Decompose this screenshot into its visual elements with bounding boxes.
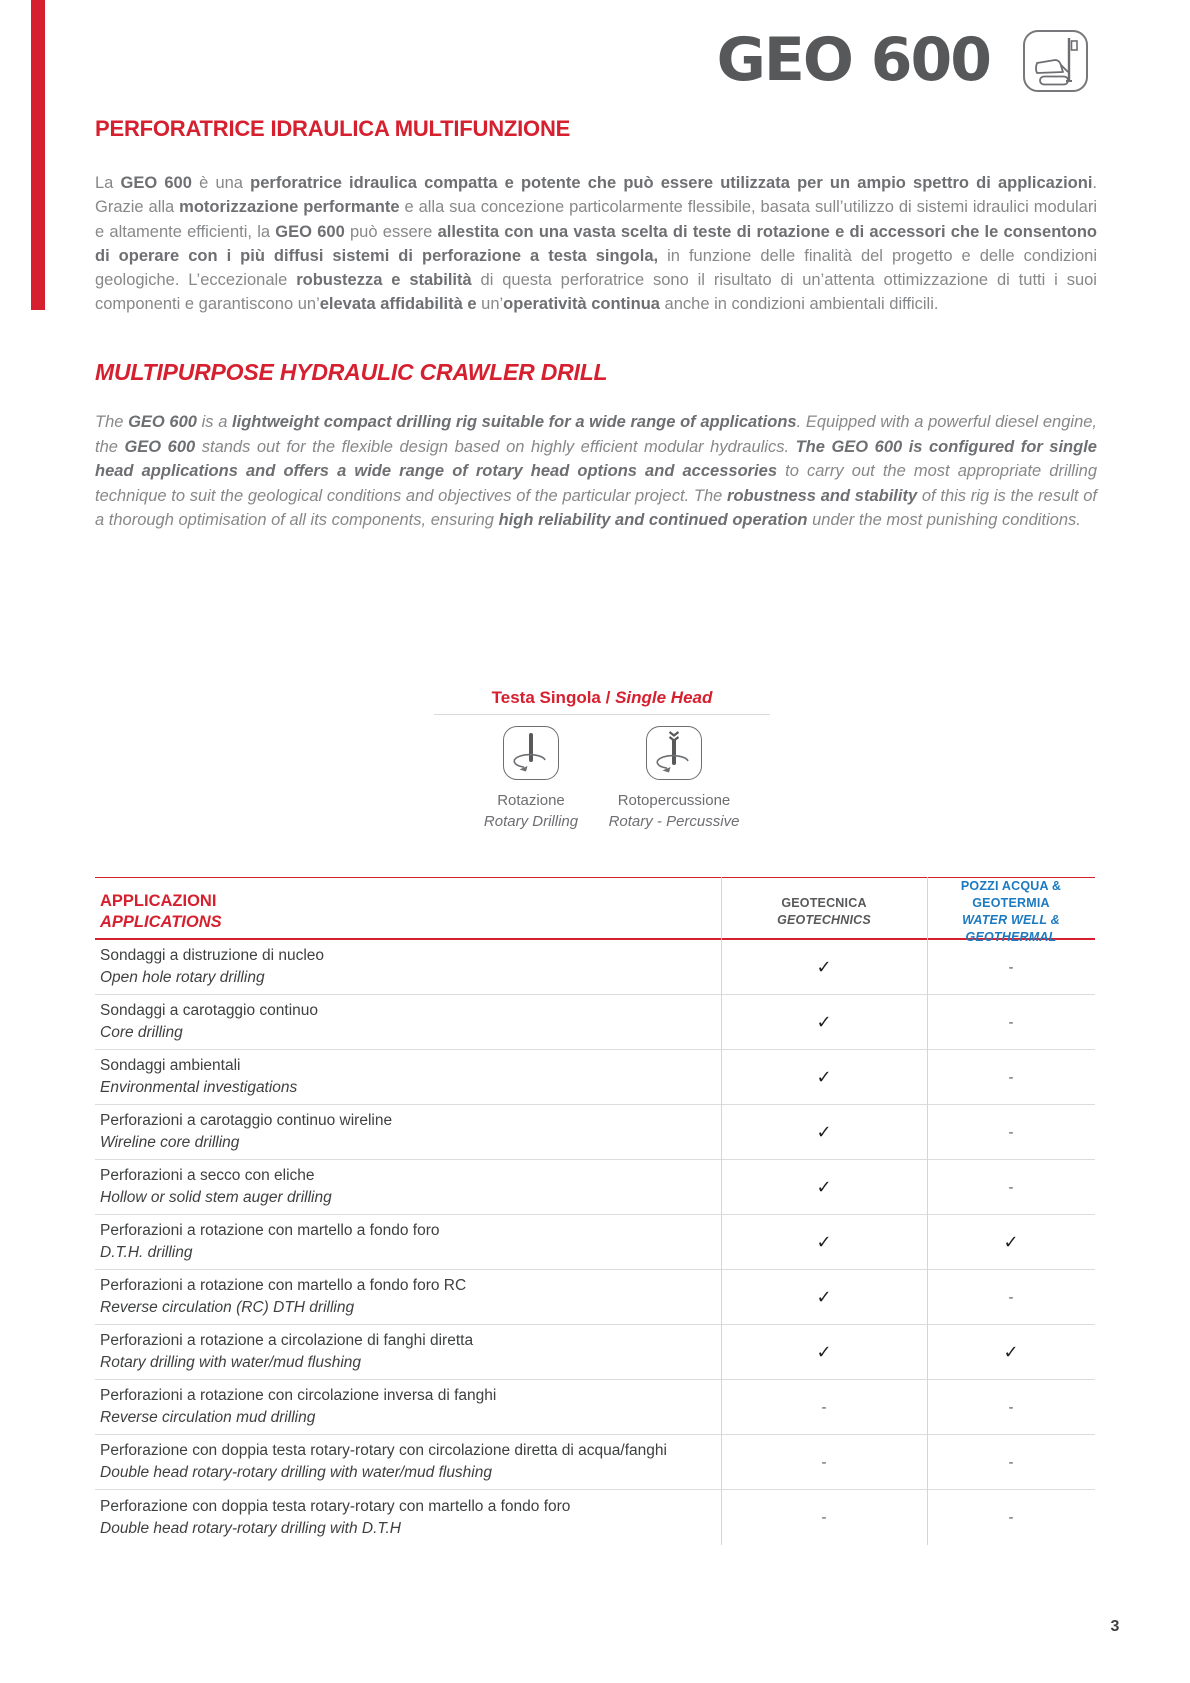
header-pozzi-acqua: POZZI ACQUA & GEOTERMIA bbox=[960, 879, 1062, 910]
table-column-divider-1 bbox=[721, 877, 722, 1545]
application-name-english: Reverse circulation (RC) DTH drilling bbox=[100, 1299, 355, 1316]
table-row bbox=[95, 1215, 1095, 1270]
application-name-italian: Perforazioni a rotazione con martello a fondo foro bbox=[100, 1222, 440, 1239]
check-mark: ✓ bbox=[816, 1341, 832, 1363]
dash-mark: - bbox=[1008, 1013, 1014, 1031]
geotechnics-value-cell bbox=[721, 1380, 927, 1434]
application-name-italian: Sondaggi ambientali bbox=[100, 1057, 241, 1074]
waterwell-value-cell bbox=[927, 1215, 1095, 1269]
dash-mark: - bbox=[1008, 1288, 1014, 1306]
application-name-english: Hollow or solid stem auger drilling bbox=[100, 1189, 332, 1206]
left-edge-accent-bar bbox=[31, 0, 45, 310]
application-name-italian: Sondaggi a distruzione di nucleo bbox=[100, 947, 325, 964]
check-mark: ✓ bbox=[1003, 1231, 1019, 1253]
application-name-english: Rotary drilling with water/mud flushing bbox=[100, 1354, 362, 1371]
rotary-percussive-icon bbox=[646, 726, 702, 780]
geotechnics-value-cell bbox=[721, 1105, 927, 1159]
application-name-italian: Perforazioni a secco con eliche bbox=[100, 1167, 315, 1184]
dash-mark: - bbox=[821, 1509, 827, 1526]
application-name-cell bbox=[95, 995, 721, 1049]
application-name-cell bbox=[95, 940, 721, 994]
table-row bbox=[95, 1105, 1095, 1160]
application-name-italian: Perforazioni a rotazione a circolazione di fanghi diretta bbox=[100, 1332, 474, 1349]
rotary-drilling-label-it: Rotazione bbox=[497, 792, 565, 809]
table-column-divider-2 bbox=[927, 877, 928, 1545]
application-name-italian: Perforazione con doppia testa rotary-rotary con circolazione diretta di acqua/fanghi bbox=[100, 1442, 667, 1459]
application-name-cell bbox=[95, 1050, 721, 1104]
table-row bbox=[95, 940, 1095, 995]
check-mark: ✓ bbox=[816, 956, 832, 978]
dash-mark: - bbox=[1008, 1398, 1014, 1416]
rotary-drilling-icon bbox=[503, 726, 559, 780]
table-row bbox=[95, 1490, 1095, 1545]
geotechnics-value-cell bbox=[721, 940, 927, 994]
geotechnics-value-cell bbox=[721, 1435, 927, 1489]
applications-table bbox=[95, 877, 1095, 1545]
waterwell-value-cell bbox=[927, 1435, 1095, 1489]
application-name-cell bbox=[95, 1160, 721, 1214]
geotechnics-value-cell bbox=[721, 995, 927, 1049]
application-name-italian: Perforazione con doppia testa rotary-rotary con martello a fondo foro bbox=[100, 1497, 571, 1515]
paragraph-english: The GEO 600 is a lightweight compact drilling rig suitable for a wide range of applications. Equipped with a powerful diesel engine, the GEO 600 stands out for the flexible design based on highly efficient modular hydraulics. The GEO 600 is configured for single head applications and offers a wide range of rotary head options and accessories to carry out the most appropriate drilling technique to suit the geological conditions and objectives of the particular project. The robustness and stability of this rig is the result of a thorough optimisation of all its components, ensuring high reliability and continued operation under the most punishing conditions. bbox=[95, 413, 1098, 530]
waterwell-value-cell bbox=[927, 1105, 1095, 1159]
table-row bbox=[95, 1050, 1095, 1105]
check-mark: ✓ bbox=[816, 1286, 832, 1308]
geotechnics-value-cell bbox=[721, 1160, 927, 1214]
check-mark: ✓ bbox=[816, 1121, 832, 1143]
rotary-percussive-label-en: Rotary - Percussive bbox=[608, 813, 740, 830]
waterwell-value-cell bbox=[927, 1160, 1095, 1214]
paragraph-italian: La GEO 600 è una perforatrice idraulica compatta e potente che può essere utilizzata per un ampio spettro di applicazioni. Grazie alla motorizzazione performante e alla sua concezione particolarmente flessibile, basata sull’utilizzo di sistemi idraulici modulari e altamente efficienti, la GEO 600 può essere allestita con una vasta scelta di teste di rotazione e di accessori che le consentono di operare con i più diffusi sistemi di perforazione a testa singola, in funzione delle finalità del progetto e delle condizioni geologiche. L’eccezionale robustezza e stabilità di questa perforatrice sono il risultato di un’attenta ottimizzazione di tutti i suoi componenti e garantiscono un’elevata affidabilità e un’operatività continua anche in condizioni ambientali difficili. bbox=[95, 174, 1098, 314]
rotary-percussive-label-it: Rotopercussione bbox=[617, 792, 731, 809]
dash-mark: - bbox=[821, 1398, 827, 1416]
geotechnics-value-cell bbox=[721, 1490, 927, 1545]
waterwell-value-cell bbox=[927, 1270, 1095, 1324]
dash-mark: - bbox=[1008, 1178, 1014, 1196]
application-name-cell bbox=[95, 1490, 721, 1545]
waterwell-value-cell bbox=[927, 1380, 1095, 1434]
check-mark: ✓ bbox=[816, 1176, 832, 1198]
waterwell-value-cell bbox=[927, 1490, 1095, 1545]
application-name-italian: Perforazioni a carotaggio continuo wireline bbox=[100, 1112, 393, 1129]
check-mark: ✓ bbox=[816, 1231, 832, 1253]
check-mark: ✓ bbox=[816, 1011, 832, 1033]
rotary-percussive-label bbox=[584, 790, 764, 832]
header-geotechnics-en: GEOTECHNICS bbox=[777, 913, 871, 927]
dash-mark: - bbox=[1008, 1453, 1014, 1471]
geotechnics-value-cell bbox=[721, 1050, 927, 1104]
dash-mark: - bbox=[821, 1453, 827, 1471]
page-number: 3 bbox=[1110, 1618, 1120, 1635]
application-name-english: Wireline core drilling bbox=[100, 1134, 240, 1151]
application-name-cell bbox=[95, 1105, 721, 1159]
waterwell-value-cell bbox=[927, 1050, 1095, 1104]
geotechnics-value-cell bbox=[721, 1270, 927, 1324]
section-title-english: MULTIPURPOSE HYDRAULIC CRAWLER DRILL bbox=[95, 359, 608, 385]
applications-table-body bbox=[95, 940, 1095, 1545]
table-row bbox=[95, 1325, 1095, 1380]
table-row bbox=[95, 1435, 1095, 1490]
application-name-english: Reverse circulation mud drilling bbox=[100, 1409, 316, 1426]
dash-mark: - bbox=[1008, 1123, 1014, 1141]
application-name-cell bbox=[95, 1435, 721, 1489]
check-mark: ✓ bbox=[816, 1066, 832, 1088]
single-head-title bbox=[402, 688, 802, 708]
table-header-waterwell bbox=[927, 878, 1095, 946]
table-header-applications bbox=[95, 878, 721, 946]
application-name-cell bbox=[95, 1215, 721, 1269]
rotary-drilling-label-en: Rotary Drilling bbox=[483, 813, 579, 830]
table-row bbox=[95, 1160, 1095, 1215]
table-row bbox=[95, 1380, 1095, 1435]
header-applicazioni: APPLICAZIONI bbox=[100, 892, 217, 910]
dash-mark: - bbox=[1008, 958, 1014, 976]
dash-mark: - bbox=[1008, 1068, 1014, 1086]
dash-mark: - bbox=[1008, 1509, 1014, 1526]
geotechnics-value-cell bbox=[721, 1325, 927, 1379]
application-name-cell bbox=[95, 1380, 721, 1434]
crawler-drill-rig-icon bbox=[1023, 30, 1088, 92]
geotechnics-value-cell bbox=[721, 1215, 927, 1269]
application-name-english: Open hole rotary drilling bbox=[100, 969, 265, 986]
table-row bbox=[95, 1270, 1095, 1325]
application-name-italian: Perforazioni a rotazione con circolazione inversa di fanghi bbox=[100, 1387, 497, 1404]
single-head-divider bbox=[434, 714, 770, 715]
waterwell-value-cell bbox=[927, 940, 1095, 994]
section-title-italian: PERFORATRICE IDRAULICA MULTIFUNZIONE bbox=[95, 116, 571, 141]
application-name-english: Core drilling bbox=[100, 1024, 183, 1041]
application-name-english: Double head rotary-rotary drilling with D.T.H bbox=[100, 1519, 401, 1537]
application-name-cell bbox=[95, 1270, 721, 1324]
application-name-english: D.T.H. drilling bbox=[100, 1244, 193, 1261]
waterwell-value-cell bbox=[927, 995, 1095, 1049]
single-head-title-en: Single Head bbox=[615, 688, 713, 707]
application-name-italian: Perforazioni a rotazione con martello a fondo foro RC bbox=[100, 1277, 467, 1294]
single-head-separator: / bbox=[600, 688, 616, 707]
page-title: GEO 600 bbox=[716, 25, 990, 95]
application-name-cell bbox=[95, 1325, 721, 1379]
table-header-geotechnics bbox=[721, 878, 927, 946]
table-header-row bbox=[95, 877, 1095, 944]
application-name-italian: Sondaggi a carotaggio continuo bbox=[100, 1002, 319, 1019]
application-name-english: Double head rotary-rotary drilling with water/mud flushing bbox=[100, 1464, 492, 1481]
waterwell-value-cell bbox=[927, 1325, 1095, 1379]
header-geotecnica: GEOTECNICA bbox=[781, 896, 867, 910]
application-name-english: Environmental investigations bbox=[100, 1079, 298, 1096]
check-mark: ✓ bbox=[1003, 1341, 1019, 1363]
header-waterwell-en: WATER WELL & GEOTHERMAL bbox=[962, 913, 1060, 944]
header-applications: APPLICATIONS bbox=[100, 913, 222, 931]
table-row bbox=[95, 995, 1095, 1050]
single-head-title-it: Testa Singola bbox=[491, 688, 601, 707]
